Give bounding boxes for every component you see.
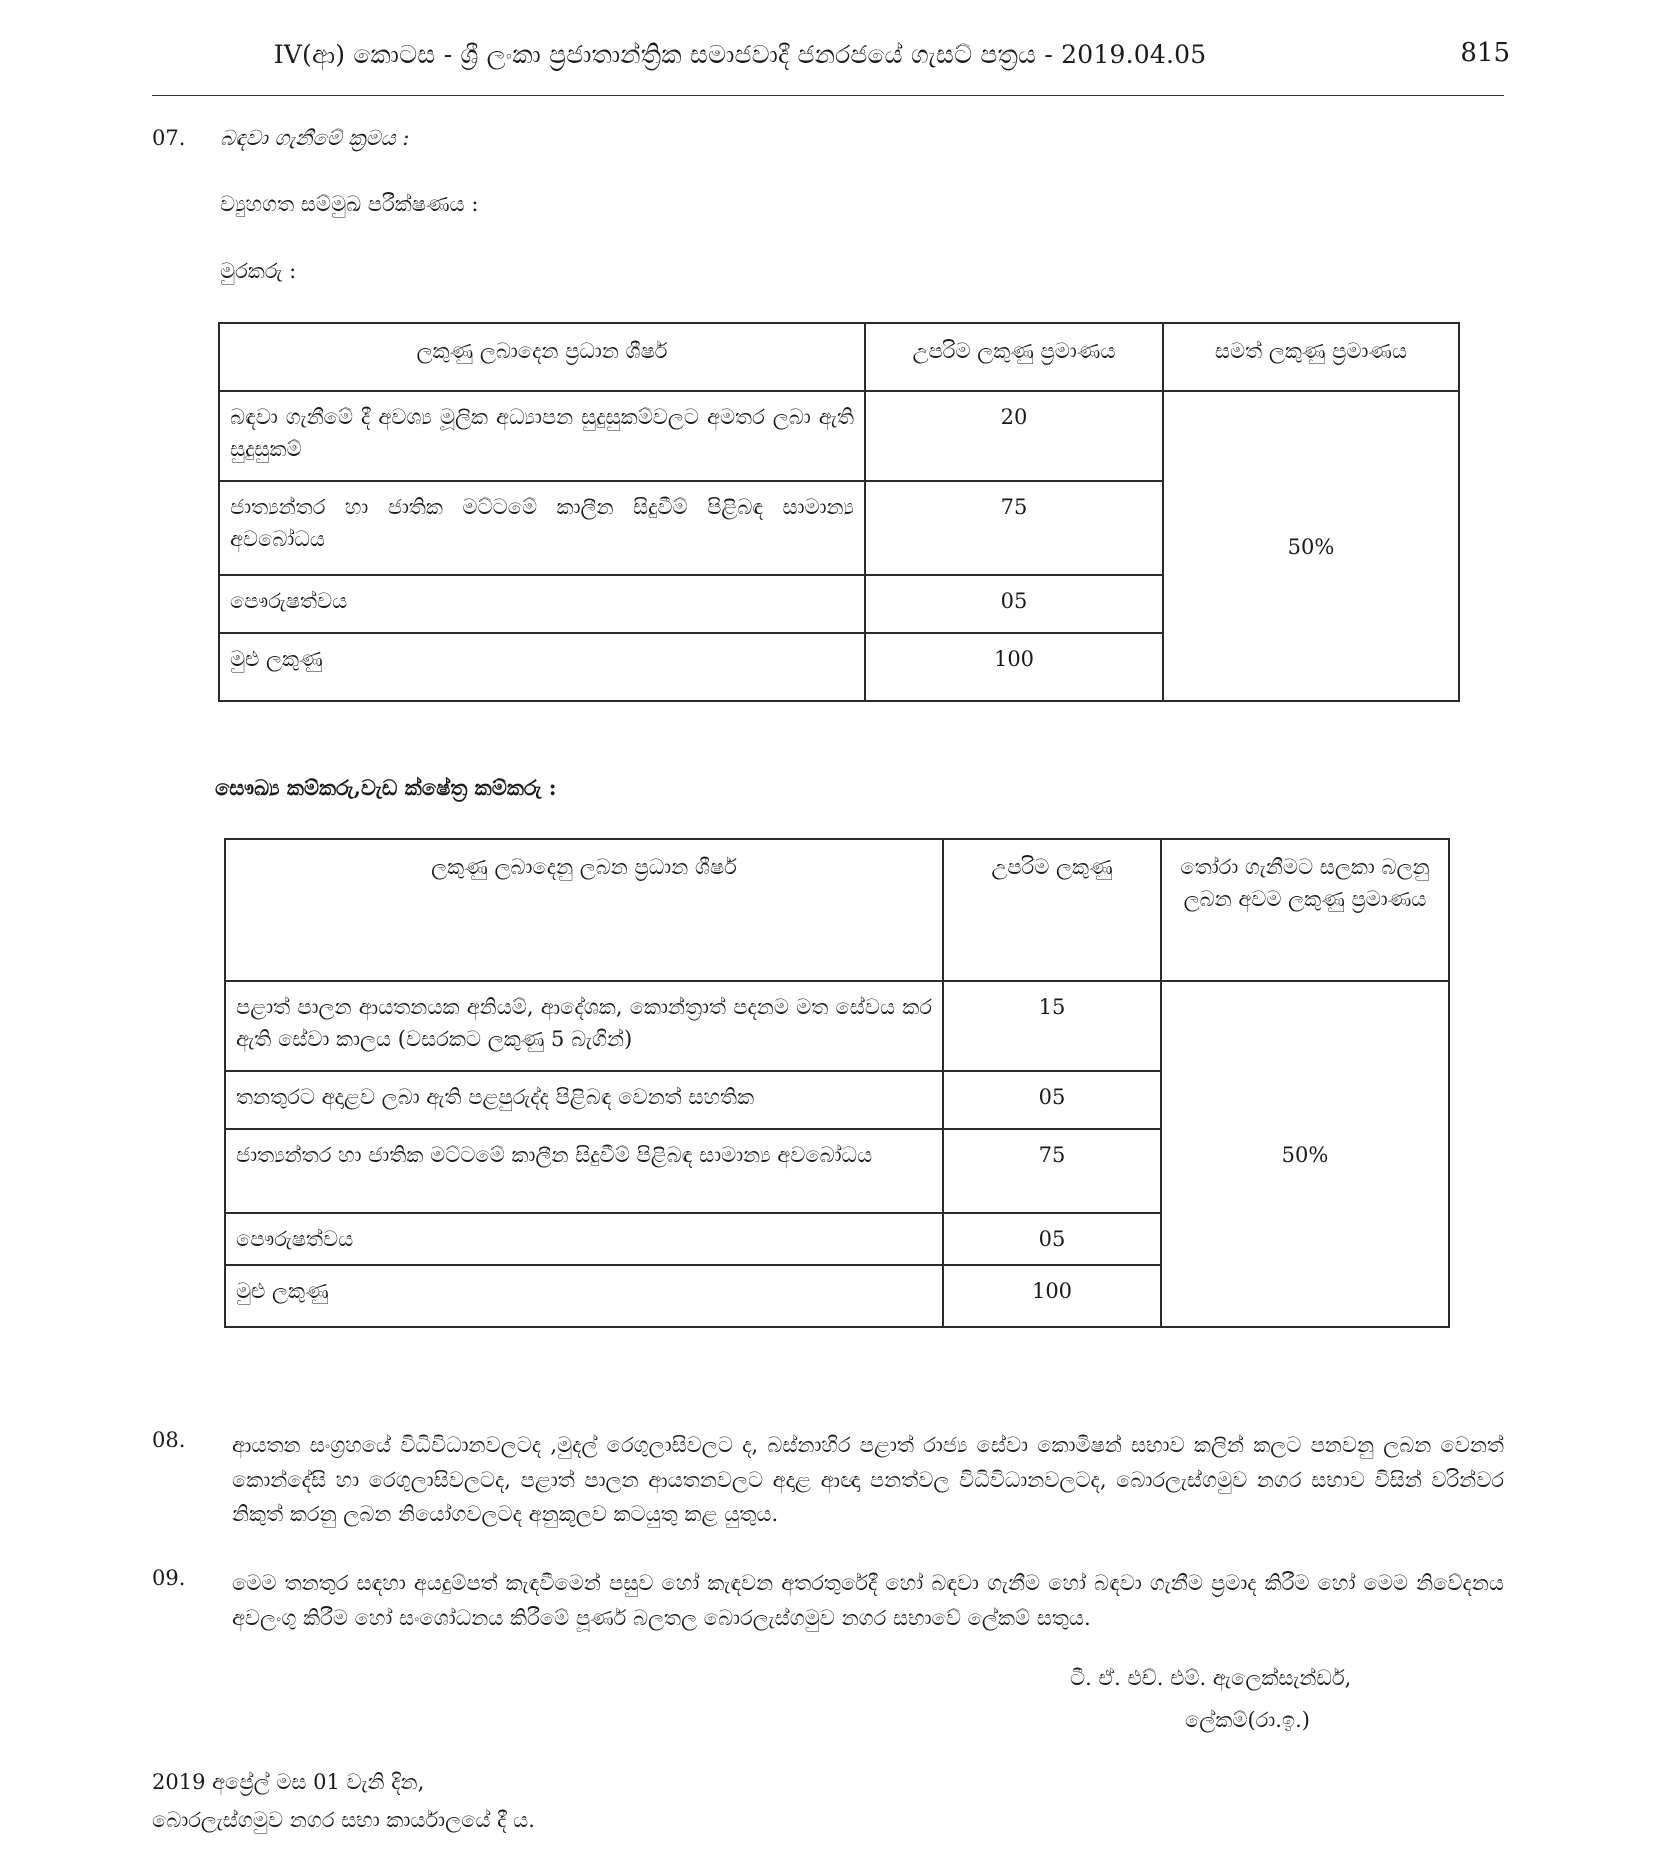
marks-table-watcher <box>218 322 1460 702</box>
table1-row-max: 20 <box>865 391 1163 481</box>
table2-row-label: පළාත් පාලන ආයතනයක අනියම්, ආදේශක, කොන්ත්‍රාත් පදනම මත සේවය කර ඇති සේවා කාලය (වසරකට ලකුණු 5 බැගින්) <box>225 981 943 1071</box>
section-07-title: බඳවා ගැනීමේ ක්‍රමය : <box>220 126 410 150</box>
table1-row-label: ජාත්‍යන්තර හා ජාතික මට්ටමේ කාලීන සිදුවීම් පිළිබඳ සාමාන්‍ය අවබෝධය <box>219 481 865 575</box>
table2-row-max: 05 <box>943 1071 1161 1129</box>
group2-label: සෞඛ්‍ය කම්කරු,වැඩ ක්ෂේත්‍ර කම්කරු : <box>215 775 557 800</box>
table1-row-label: මුළු ලකුණු <box>219 633 865 701</box>
table1-row-label: පෞරුෂත්වය <box>219 575 865 633</box>
page-number: 815 <box>1460 38 1510 68</box>
section-07-number: 07. <box>152 126 186 150</box>
table2-header-max: උපරිම ලකුණු <box>943 839 1161 981</box>
table1-row-max: 100 <box>865 633 1163 701</box>
table2-row-max: 15 <box>943 981 1161 1071</box>
section-08-text: ආයතන සංග්‍රහයේ විධිවිධානවලටද ,මුදල් රෙගුලාසිවලට ද, බස්නාහිර පළාත් රාජ්‍ය සේවා කොමිෂන් සභාව කලින් කලට පනවනු ලබන වෙනත් කොන්දේසි හා රෙගුලාසිවලටද, පළාත් පාලන ආයතනවලට අදාළ ආඥා පනත්වල විධිවිධානවලටද, බොරලැස්ගමුව නගර සභාව විසින් වරින්වර නිකුත් කරනු ලබන නියෝගවලටද අනුකූලව කටයුතු කළ යුතුය. <box>232 1433 1504 1527</box>
footer-date: 2019 අප්‍රේල් මස 01 වැනි දින, <box>152 1770 425 1794</box>
table-row <box>225 981 1449 1071</box>
table1-header-max: උපරිම ලකුණු ප්‍රමාණය <box>865 323 1163 391</box>
table1-header-subject: ලකුණු ලබාදෙන ප්‍රධාන ශීර්ෂ <box>219 323 865 391</box>
table2-pass-mark: 50% <box>1161 981 1449 1327</box>
table1-row-max: 75 <box>865 481 1163 575</box>
table1-row-max: 05 <box>865 575 1163 633</box>
table1-row-label: බඳවා ගැනීමේ දී අවශ්‍ය මූලික අධ්‍යාපන සුදුසුකම්වලට අමතර ලබා ඇති සුදුසුකම් <box>219 391 865 481</box>
header-divider <box>152 95 1504 96</box>
section-09-text: මෙම තනතුර සඳහා අයදුම්පත් කැඳවීමෙන් පසුව හෝ කැඳවන අතරතුරේදී හෝ බඳවා ගැනීම හෝ බඳවා ගැනීම ප්‍රමාද කිරීම හෝ මෙම නිවේදනය අවලංගු කිරීම හෝ සංශෝධනය කිරීමේ පූර්ණ බලතල බොරලැස්ගමුව නගර සභාවේ ලේකම් සතුය. <box>232 1571 1504 1630</box>
signatory-name: ටී. ඒ. එච්. එම්. ඇලෙක්සැන්ඩර්, <box>1070 1666 1352 1690</box>
table2-row-max: 75 <box>943 1129 1161 1213</box>
table1-header-pass: සමත් ලකුණු ප්‍රමාණය <box>1163 323 1459 391</box>
table1-pass-mark: 50% <box>1163 391 1459 701</box>
table2-row-label: මුළු ලකුණු <box>225 1265 943 1327</box>
marks-table-labourer <box>224 838 1450 1328</box>
signatory-title: ලේකම්(රා.ඉ.) <box>1185 1708 1310 1732</box>
table2-row-max: 100 <box>943 1265 1161 1327</box>
table-row <box>219 391 1459 481</box>
section-09-number: 09. <box>152 1566 186 1590</box>
table2-row-label: ජාත්‍යන්තර හා ජාතික මට්ටමේ කාලීන සිදුවීම් පිළිබඳ සාමාන්‍ය අවබෝධය <box>225 1129 943 1213</box>
table2-row-max: 05 <box>943 1213 1161 1265</box>
table2-row-label: තනතුරට අදාළව ලබා ඇති පළපුරුද්ද පිළිබඳ වෙනත් සහතික <box>225 1071 943 1129</box>
table2-header-subject: ලකුණු ලබාදෙනු ලබන ප්‍රධාන ශීර්ෂ <box>225 839 943 981</box>
table2-row-label: පෞරුෂත්වය <box>225 1213 943 1265</box>
footer-place: බොරලැස්ගමුව නගර සභා කාර්යාලයේ දී ය. <box>152 1808 535 1832</box>
group1-label: මුරකරු : <box>220 259 297 283</box>
section-07-subtitle: ව්‍යුහගත සම්මුඛ පරීක්ෂණය : <box>220 192 479 216</box>
table2-header-pass: තෝරා ගැනීමට සලකා බලනු ලබන අවම ලකුණු ප්‍රමාණය <box>1161 839 1449 981</box>
section-08-number: 08. <box>152 1428 186 1452</box>
page-header-title: IV(ආ) කොටස - ශ්‍රී ලංකා ප්‍රජාතාන්ත්‍රික සමාජවාදී ජනරජයේ ගැසට් පත්‍රය - 2019.04.05 <box>273 40 1207 69</box>
